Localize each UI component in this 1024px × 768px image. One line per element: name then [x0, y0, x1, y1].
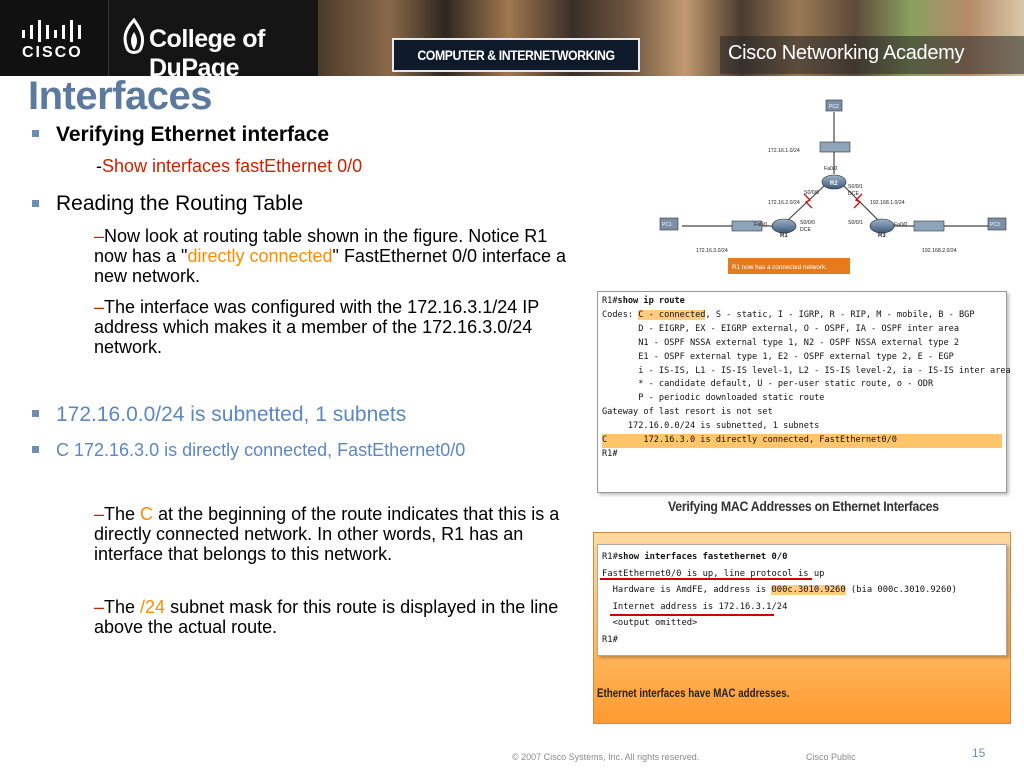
- paragraph-text: subnet mask for this route is displayed in the line above the actual route.: [94, 597, 559, 637]
- dce-r1-label: DCE: [800, 227, 811, 233]
- r2-label: R2: [830, 181, 838, 187]
- command-text: Show interfaces fastEthernet 0/0: [102, 156, 363, 176]
- dash: –: [94, 226, 105, 246]
- highlight-directly-connected: directly connected: [187, 246, 333, 266]
- dash: –: [94, 597, 105, 617]
- r3-label: R3: [878, 233, 886, 239]
- paragraph-text: The: [104, 597, 141, 617]
- show-interfaces-output: [597, 544, 1007, 656]
- bullet-icon: [32, 200, 39, 207]
- pc1-label: PC1: [662, 222, 672, 228]
- s001-r3-label: S0/0/1: [848, 220, 863, 226]
- cli-line: FastEthernet0/0 is up, line protocol is up: [602, 568, 825, 579]
- dash: –: [94, 297, 105, 317]
- cli-line: <output omitted>: [602, 618, 698, 628]
- page-title: Interfaces: [28, 74, 212, 118]
- program-name: COMPUTER & INTERNETWORKING TECHNOLOGIES: [417, 47, 615, 93]
- cli-line: Internet address is 172.16.3.1/24: [602, 601, 788, 612]
- paragraph-text: at the beginning of the route indicates that this is a directly connected network. In other words, R1 has an interface that belongs to this network.: [94, 504, 560, 564]
- cli-command: show ip route: [617, 296, 685, 306]
- cli-line: R1#: [602, 634, 618, 645]
- cli-text: (bia 000c.3010.9260): [845, 585, 957, 595]
- pc3-label: PC3: [990, 222, 1000, 228]
- cli-line: E1 - OSPF external type 1, E2 - OSPF external type 2, E - EGP: [602, 351, 954, 362]
- underline-mark: [610, 614, 774, 616]
- switch-icon: [820, 142, 850, 152]
- cli-line: [602, 309, 1002, 323]
- cli-line: P - periodic downloaded static route: [602, 393, 825, 404]
- net-right-lan-label: 192.168.2.0/24: [922, 248, 957, 254]
- college-name: College of DuPage: [149, 25, 265, 82]
- paragraph-text: Now look at routing table shown in the figure. Notice R1 now has a ": [94, 226, 548, 266]
- cli-line-highlight: C 172.16.3.0 is directly connected, FastEthernet0/0: [602, 434, 1002, 448]
- router-r3-icon: [870, 219, 894, 233]
- cli-command: show interfaces fastethernet 0/0: [617, 552, 788, 562]
- net-right-wan-label: 192.168.1.0/24: [870, 200, 905, 206]
- cli-line: * - candidate default, U - per-user static route, o - ODR: [602, 379, 934, 390]
- highlight-24: /24: [140, 597, 166, 617]
- dash: -: [96, 156, 102, 176]
- paragraph-subnet-mask: [94, 597, 588, 637]
- classification-text: Cisco Public: [806, 752, 856, 762]
- connected-note: R1 now has a connected network.: [732, 264, 827, 271]
- page-number: 15: [972, 746, 986, 760]
- cli-line: R1#: [602, 448, 618, 459]
- pc2-label: PC2: [829, 104, 839, 110]
- bullet-subnetted: 172.16.0.0/24 is subnetted, 1 subnets: [56, 403, 407, 426]
- s001-r2-label: S0/0/1: [848, 184, 863, 190]
- dash: –: [94, 504, 105, 524]
- cisco-bars-icon: [22, 20, 86, 42]
- cli-prompt: R1#: [602, 296, 618, 306]
- underline-mark: [600, 578, 812, 580]
- academy-name: Cisco Networking Academy: [728, 42, 965, 64]
- s000-r1-label: S0/0/0: [800, 220, 815, 226]
- r1-label: R1: [780, 233, 788, 239]
- cli-line: i - IS-IS, L1 - IS-IS level-1, L2 - IS-IS level-2, ia - IS-IS inter area: [602, 365, 1011, 376]
- net-left-lan-label: 172.16.3.0/24: [696, 248, 728, 254]
- router-r1-icon: [772, 219, 796, 233]
- highlight-c: C: [140, 504, 154, 524]
- bullet-icon: [32, 410, 39, 417]
- switch-icon: [914, 221, 944, 231]
- s000-r2-label: S0/0/0: [804, 190, 819, 196]
- bullet-directly-connected-route: C 172.16.3.0 is directly connected, FastEthernet0/0: [56, 440, 466, 460]
- paragraph-ip-address: [94, 297, 554, 357]
- fa00-top-label: Fa0/0: [824, 166, 838, 172]
- topology-diagram: [652, 100, 1012, 282]
- cli-highlight-connected: C - connected: [638, 309, 706, 320]
- cli-line: D - EIGRP, EX - EIGRP external, O - OSPF, IA - OSPF inter area: [602, 323, 959, 334]
- program-banner: [392, 38, 640, 93]
- paragraph-text: The interface was configured with the 172.16.3.1/24 IP address which makes it a member of the 172.16.3.0/24 network.: [94, 297, 539, 357]
- cli-line: 172.16.0.0/24 is subnetted, 1 subnets: [602, 421, 820, 432]
- paragraph-text: " FastEthernet 0/0 interface a new network.: [94, 246, 567, 286]
- cli-text: , S - static, I - IGRP, R - RIP, M - mobile, B - BGP: [705, 309, 975, 320]
- fa00-r3-label: Fa0/0: [894, 222, 908, 228]
- cli-line: [602, 549, 1002, 566]
- cisco-logo: [0, 0, 108, 76]
- fa00-r1-label: Fa0/0: [754, 222, 768, 228]
- cli-text: Codes:: [602, 309, 639, 320]
- paragraph-c-code: [94, 504, 588, 564]
- bullet-sub-command: [96, 156, 362, 177]
- bullet-verifying-ethernet: Verifying Ethernet interface: [56, 123, 330, 146]
- cisco-wordmark: CISCO: [22, 44, 83, 61]
- bullet-reading-routing-table: Reading the Routing Table: [56, 192, 304, 215]
- cli-line: N1 - OSPF NSSA external type 1, N2 - OSPF NSSA external type 2: [602, 337, 959, 348]
- cli-line: [602, 582, 1002, 599]
- cli-line: [602, 295, 1002, 309]
- dce-r2-label: DCE: [848, 191, 859, 197]
- show-ip-route-output: [597, 291, 1011, 493]
- bullet-icon: [32, 446, 39, 453]
- net-top-label: 172.16.1.0/24: [768, 148, 800, 154]
- flame-logo-icon: [121, 18, 147, 58]
- bullet-icon: [32, 130, 39, 137]
- mac-note: Ethernet interfaces have MAC addresses.: [597, 688, 790, 700]
- header-banner: [0, 0, 1024, 93]
- net-left-wan-label: 172.16.2.0/24: [768, 200, 800, 206]
- cli-line: Gateway of last resort is not set: [602, 407, 773, 418]
- paragraph-directly-connected: [94, 226, 570, 286]
- mac-figure-caption: Verifying MAC Addresses on Ethernet Interfaces: [668, 498, 939, 514]
- cli-prompt: R1#: [602, 552, 618, 562]
- college-logo: [108, 0, 318, 82]
- copyright-text: © 2007 Cisco Systems, Inc. All rights reserved.: [512, 752, 700, 762]
- paragraph-text: The: [104, 504, 141, 524]
- cli-highlight-mac: 000c.3010.9260: [771, 585, 846, 595]
- cli-text: Hardware is AmdFE, address is: [602, 585, 772, 595]
- academy-banner: [720, 36, 1024, 74]
